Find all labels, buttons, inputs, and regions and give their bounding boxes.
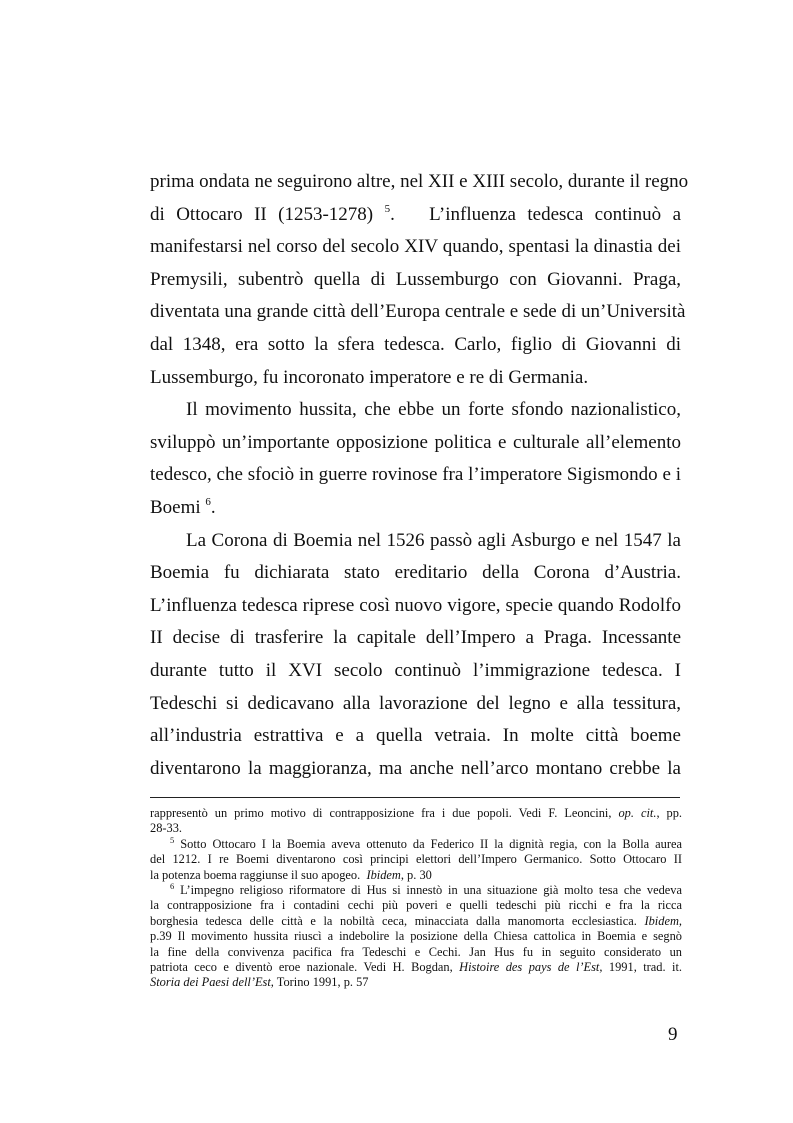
page-number: 9 (668, 1024, 678, 1045)
body-line: La Corona di Boemia nel 1526 passò agli Asburgo e nel 1547 la (186, 529, 681, 551)
body-line: Lussemburgo, fu incoronato imperatore e re di Germania. (150, 366, 589, 388)
footnote-marker-5: 5 (170, 834, 175, 845)
body-line: Premysili, subentrò quella di Lussemburgo con Giovanni. Praga, (150, 268, 681, 290)
footnote-marker-6: 6 (170, 880, 175, 891)
footnote-line: borghesia tedesca delle città e la nobiltà ceca, minacciata dalla manomorta ecclesiastica. Ibidem, (150, 913, 682, 928)
body-line: Il movimento hussita, che ebbe un forte sfondo nazionalistico, (186, 399, 681, 421)
footnotes (150, 806, 682, 991)
body-line: Boemi $^6$. (150, 495, 216, 518)
body-line: manifestarsi nel corso del secolo XIV quando, spentasi la dinastia dei (150, 236, 681, 258)
footnote-separator (150, 797, 680, 798)
body-line: dal 1348, era sotto la sfera tedesca. Carlo, figlio di Giovanni di (150, 333, 681, 355)
body-line: all’industria estrattiva e a quella vetraia. In molte città boeme (150, 725, 681, 747)
body-line: durante tutto il XVI secolo continuò l’immigrazione tedesca. I (150, 659, 681, 681)
footnote-line: Storia dei Paesi dell’Est, Torino 1991, p. 57 (150, 975, 369, 990)
footnote-line: la fine della convivenza pacifica fra Tedeschi e Cechi. Jan Hus fu in seguito considerato un (150, 944, 682, 959)
body-line: Boemia fu dichiarata stato ereditario della Corona d’Austria. (150, 562, 681, 584)
footnote-line: del 1212. I re Boemi diventarono così principi elettori dell’Impero Germanico. Sotto Ottocaro II (150, 852, 682, 867)
footnote-5: $^5$ Sotto Ottocaro I la Boemia aveva ottenuto da Federico II la dignità regia, con la Bolla aurea (170, 834, 682, 851)
body-line: L’influenza tedesca riprese così nuovo vigore, specie quando Rodolfo (150, 594, 681, 616)
body-line: tedesco, che sfociò in guerre rovinose fra l’imperatore Sigismondo e i (150, 464, 681, 486)
footnote-ref-6[interactable]: 6 (205, 495, 211, 508)
body-line: diventata una grande città dell’Europa centrale e sede di un’Università (150, 301, 686, 323)
body-line: di Ottocaro II (1253-1278) $^5$. L’influenza tedesca continuò a (150, 202, 682, 225)
footnote-6: $^6$ L’impegno religioso riformatore di Hus si innestò in una situazione già molto tesa che vedeva (170, 880, 682, 897)
footnote-line: rappresentò un primo motivo di contrapposizione fra i due popoli. Vedi F. Leoncini, op. cit., pp. (150, 806, 683, 820)
footnote-line: la contrapposizione fra i contadini cechi più poveri e quelli tedeschi più ricchi e fra la ricca (150, 898, 682, 913)
footnote-line: patriota ceco e diventò eroe nazionale. Vedi H. Bogdan, Histoire des pays de l’Est, 1991, trad. it. (150, 959, 682, 974)
body-line: prima ondata ne seguirono altre, nel XII e XIII secolo, durante il regno (150, 171, 689, 192)
main-text (150, 166, 689, 785)
body-line: diventarono la maggioranza, ma anche nell’arco montano crebbe la (150, 757, 681, 779)
body-line: sviluppò un’importante opposizione politica e culturale all’elemento (150, 431, 681, 453)
body-line: II decise di trasferire la capitale dell’Impero a Praga. Incessante (150, 627, 681, 649)
footnote-line: 28-33. (150, 821, 183, 836)
body-line: Tedeschi si dedicavano alla lavorazione del legno e alla tessitura, (150, 692, 681, 714)
footnote-line: p.39 Il movimento hussita riuscì a indebolire la posizione della Chiesa cattolica in Boemia e segnò (150, 929, 682, 944)
footnote-ref-5[interactable]: 5 (384, 202, 391, 215)
footnote-line: la potenza boema raggiunse il suo apogeo. Ibidem, p. 30 (150, 867, 432, 882)
